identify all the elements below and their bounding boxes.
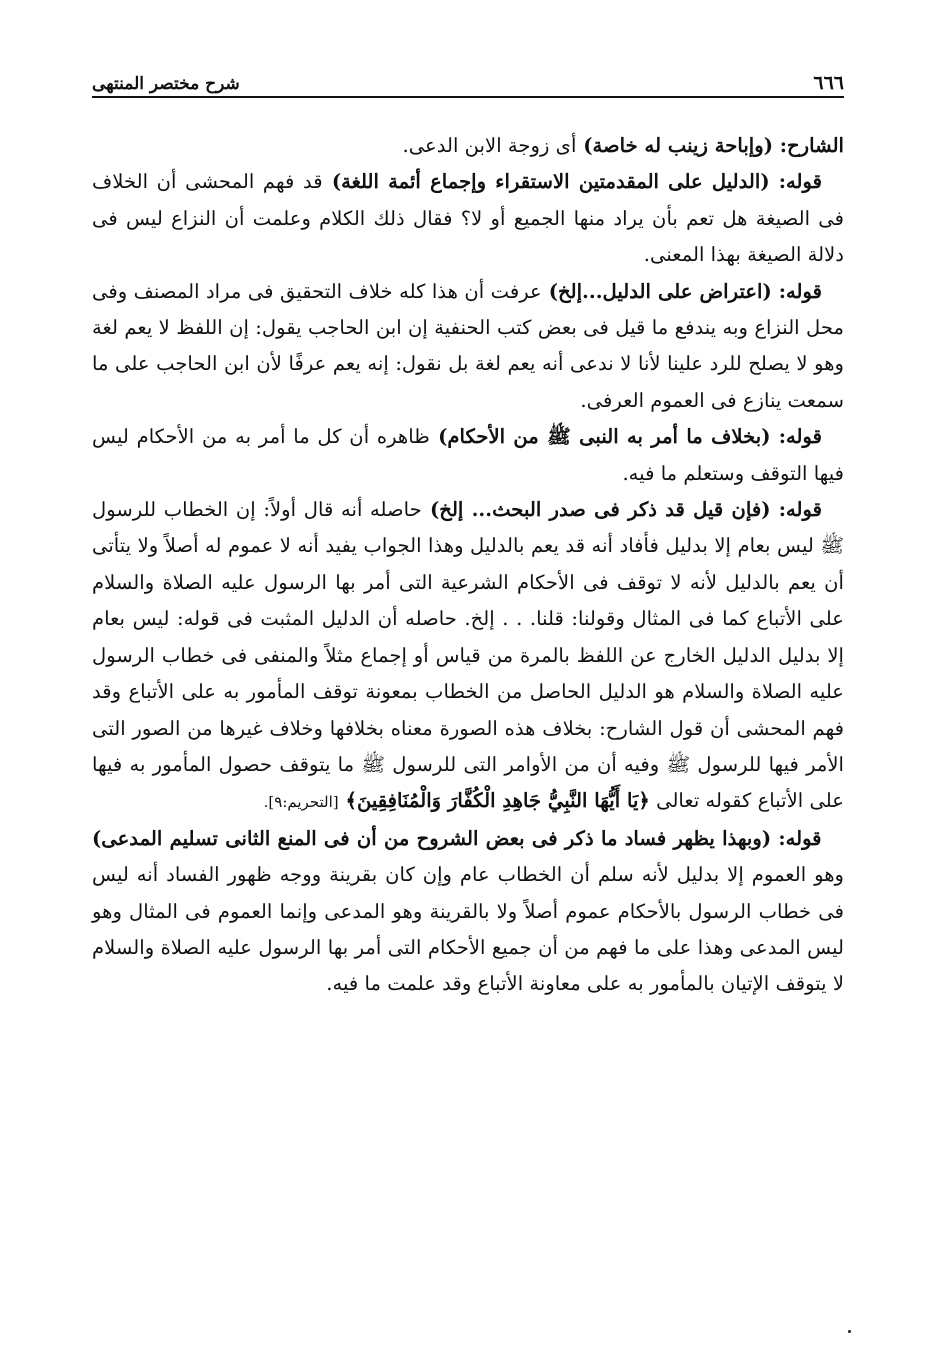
paragraph-lead: قوله:	[770, 425, 822, 449]
paragraph-lead: قوله:	[771, 279, 822, 303]
commentary-text: عرفت أن هذا كله خلاف التحقيق فى مراد المصنف وفى محل النزاع وبه يندفع ما قيل فى بعض كتب الحنفية إن ابن الحاجب يقول: إن اللفظ لا يعم لغة وهو لا يصلح للرد علينا لأنا لا ندعى أنه يعم لغة بل نقول: إنه يعم عرفًا لأن ابن الحاجب على ما سمعت ينازع فى العموم العرفى.	[92, 279, 844, 412]
quoted-matn: (الدليل على المقدمتين الاستقراء وإجماع أئمة اللغة)	[322, 170, 770, 194]
paragraph-dalil-istiqra	[92, 164, 844, 273]
quoted-matn: (اعتراض على الدليل...إلخ)	[541, 279, 772, 303]
scan-speck	[848, 1330, 851, 1333]
paragraph-lead: قوله:	[770, 498, 822, 522]
book-page	[92, 62, 844, 1003]
paragraph-lead: الشارح:	[772, 134, 844, 157]
commentary-text: قد فهم المحشى أن الخلاف فى الصيغة هل تعم بأن يراد منها الجميع أو لا؟ فقال ذلك الكلام وعلمت أن النزاع ليس فى دلالة الصيغة بهذا المعنى.	[92, 170, 844, 267]
paragraph-sharih-zaynab	[92, 128, 844, 164]
verse-citation: [التحريم:٩].	[263, 793, 339, 812]
commentary-text: ظاهره أن كل ما أمر به من الأحكام ليس فيها التوقف وستعلم ما فيه.	[92, 425, 844, 485]
commentary-text: حاصله أنه قال أولاً: إن الخطاب للرسول ﷺ ليس بعام إلا بدليل فأفاد أنه قد يعم بالدليل وهذا الجواب يفيد أنه لا عموم له أصلاً ولا يتأتى أن يعم بالدليل لأنه لا توقف فى الأحكام الشرعية التى أمر بها الرسول عليه الصلاة والسلام على الأتباع كما فى المثال وقولنا: قلنا. . . إلخ. حاصله أن الدليل المثبت فى قوله: ليس بعام إلا بدليل الدليل الخارج عن اللفظ بالمرة من قياس أو إجماع مثلاً والمنفى فى خطاب الرسول عليه الصلاة والسلام هو الدليل الحاصل من الخطاب بمعونة توقف المأمور به على الأتباع وقد فهم المحشى أن قول الشارح: بخلاف هذه الصورة معناه بخلافها وخلاف غيرها من الصور التى الأمر فيها للرسول ﷺ وفيه أن من الأوامر التى للرسول ﷺ ما يتوقف حصول المأمور به فيها على الأتباع كقوله تعالى	[92, 498, 844, 813]
quoted-matn: (بخلاف ما أمر به النبى ﷺ من الأحكام)	[429, 425, 771, 449]
paragraph-itirad	[92, 274, 844, 420]
paragraph-bikhilaf	[92, 419, 844, 492]
paragraph-lead: قوله:	[769, 170, 822, 194]
quoted-matn: (وبهذا يظهر فساد ما ذكر فى بعض الشروح من أن فى المنع الثانى تسليم المدعى)	[92, 826, 772, 850]
paragraph-lead: قوله:	[771, 826, 822, 850]
paragraph-wabihadha	[92, 821, 844, 1003]
quran-verse: ﴿يَا أَيُّهَا النَّبِيُّ جَاهِدِ الْكُفَّارَ وَالْمُنَافِقِينَ﴾	[338, 789, 650, 813]
running-head	[92, 62, 844, 98]
commentary-text: وهو العموم إلا بدليل لأنه سلم أن الخطاب عام وإن كان بقرينة ووجه ظهور الفساد أنه ليس فى خطاب الرسول بالأحكام عموم أصلاً ولا بالقرينة وهو المدعى وإنما العموم فى المثال وهو ليس المدعى وهذا على ما فهم من أن جميع الأحكام التى أمر بها الرسول عليه الصلاة والسلام لا يتوقف الإتيان بالمأمور به على معاونة الأتباع وقد علمت ما فيه.	[92, 863, 844, 996]
commentary-text: أى زوجة الابن الدعى.	[402, 134, 577, 157]
quoted-matn: (فإن قيل قد ذكر فى صدر البحث... إلخ)	[421, 498, 771, 522]
quoted-matn: (وإباحة زينب له خاصة)	[576, 134, 773, 157]
body-text	[92, 128, 844, 1003]
paragraph-fain-qila	[92, 492, 844, 821]
running-title: شرح مختصر المنتهى	[92, 74, 240, 94]
page-number: ٦٦٦	[813, 72, 844, 94]
